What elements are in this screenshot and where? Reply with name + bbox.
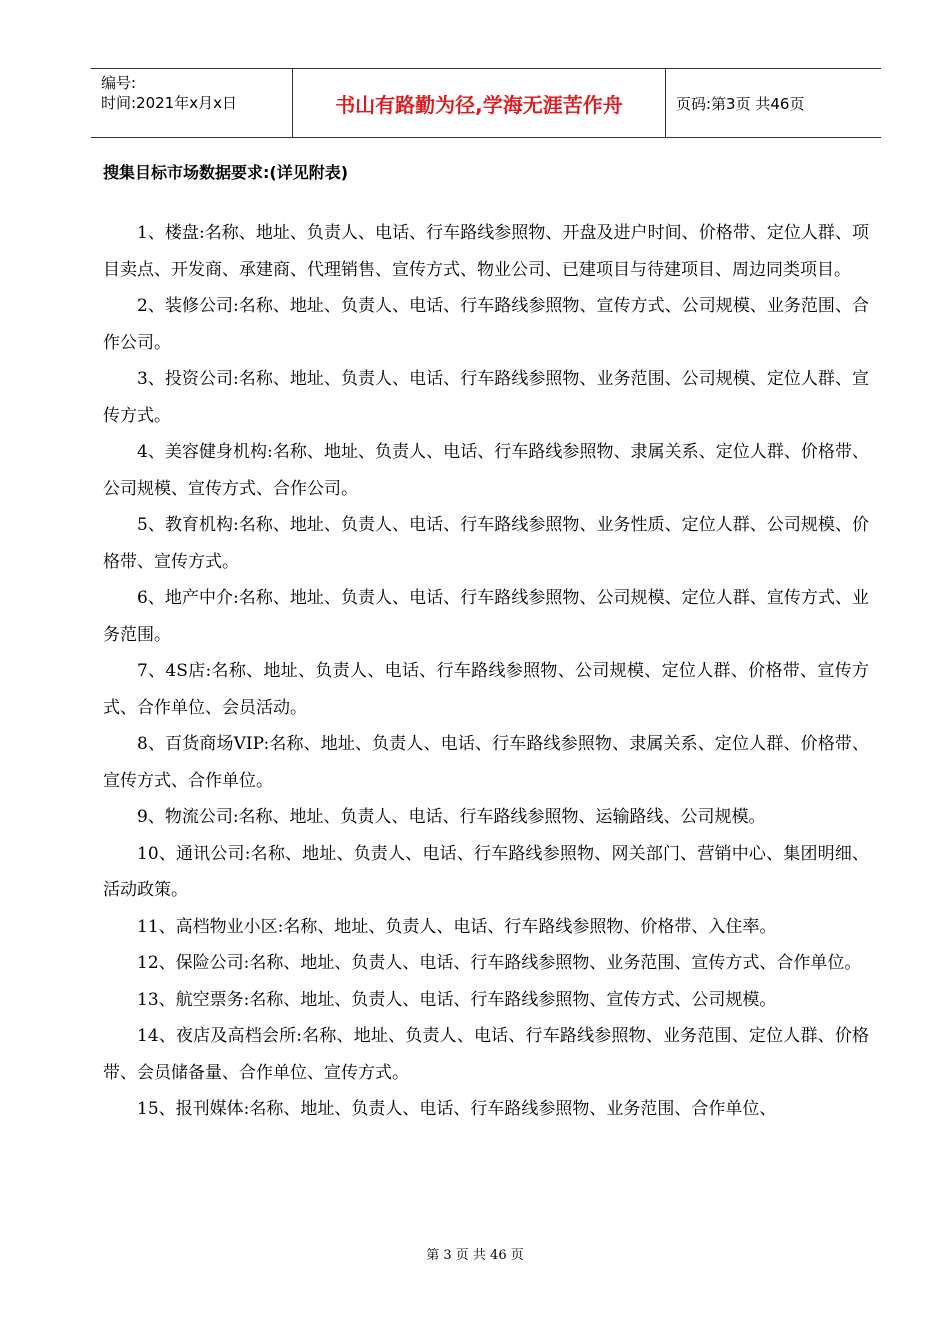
list-item: 11、高档物业小区:名称、地址、负责人、电话、行车路线参照物、价格带、入住率。 — [137, 916, 777, 937]
page-footer: 第 3 页 共 46 页 — [426, 1248, 524, 1263]
header-page-info: 页码:第3页 共46页 — [676, 94, 805, 113]
list-item: 8、百货商场VIP:名称、地址、负责人、电话、行车路线参照物、隶属关系、定位人群、价格带、宣传方式、合作单位。 — [103, 734, 869, 791]
header-meta — [91, 69, 293, 137]
list-item: 1、楼盘:名称、地址、负责人、电话、行车路线参照物、开盘及进户时间、价格带、定位人群、项目卖点、开发商、承建商、代理销售、宣传方式、物业公司、已建项目与待建项目、周边同类项目。 — [103, 223, 869, 280]
list-item: 6、地产中介:名称、地址、负责人、电话、行车路线参照物、公司规模、定位人群、宣传方式、业务范围。 — [103, 588, 869, 645]
list-item: 10、通讯公司:名称、地址、负责人、电话、行车路线参照物、网关部门、营销中心、集团明细、活动政策。 — [103, 843, 869, 900]
list-item: 3、投资公司:名称、地址、负责人、电话、行车路线参照物、业务范围、公司规模、定位人群、宣传方式。 — [103, 369, 869, 426]
header-motto: 书山有路勤为径,学海无涯苦作舟 — [293, 69, 666, 137]
list-item: 2、装修公司:名称、地址、负责人、电话、行车路线参照物、宣传方式、公司规模、业务范围、合作公司。 — [103, 296, 869, 353]
list-item: 5、教育机构:名称、地址、负责人、电话、行车路线参照物、业务性质、定位人群、公司规模、价格带、宣传方式。 — [103, 515, 869, 572]
list-item: 7、4S店:名称、地址、负责人、电话、行车路线参照物、公司规模、定位人群、价格带、宣传方式、合作单位、会员活动。 — [103, 661, 869, 718]
requirements-list — [103, 215, 869, 1128]
list-item: 9、物流公司:名称、地址、负责人、电话、行车路线参照物、运输路线、公司规模。 — [137, 807, 766, 827]
list-item: 4、美容健身机构:名称、地址、负责人、电话、行车路线参照物、隶属关系、定位人群、价格带、公司规模、宣传方式、合作公司。 — [103, 442, 869, 499]
list-item: 15、报刊媒体:名称、地址、负责人、电话、行车路线参照物、业务范围、合作单位、 — [137, 1099, 777, 1119]
document-time: 时间:2021年x月x日 — [101, 94, 237, 112]
list-item: 12、保险公司:名称、地址、负责人、电话、行车路线参照物、业务范围、宣传方式、合作单位。 — [137, 953, 862, 973]
section-heading: 搜集目标市场数据要求:(详见附表) — [103, 163, 349, 182]
document-number: 编号: — [101, 74, 137, 92]
list-item: 13、航空票务:名称、地址、负责人、电话、行车路线参照物、宣传方式、公司规模。 — [137, 989, 777, 1010]
list-item: 14、夜店及高档会所:名称、地址、负责人、电话、行车路线参照物、业务范围、定位人群、价格带、会员储备量、合作单位、宣传方式。 — [103, 1026, 869, 1083]
page-header — [91, 68, 881, 138]
